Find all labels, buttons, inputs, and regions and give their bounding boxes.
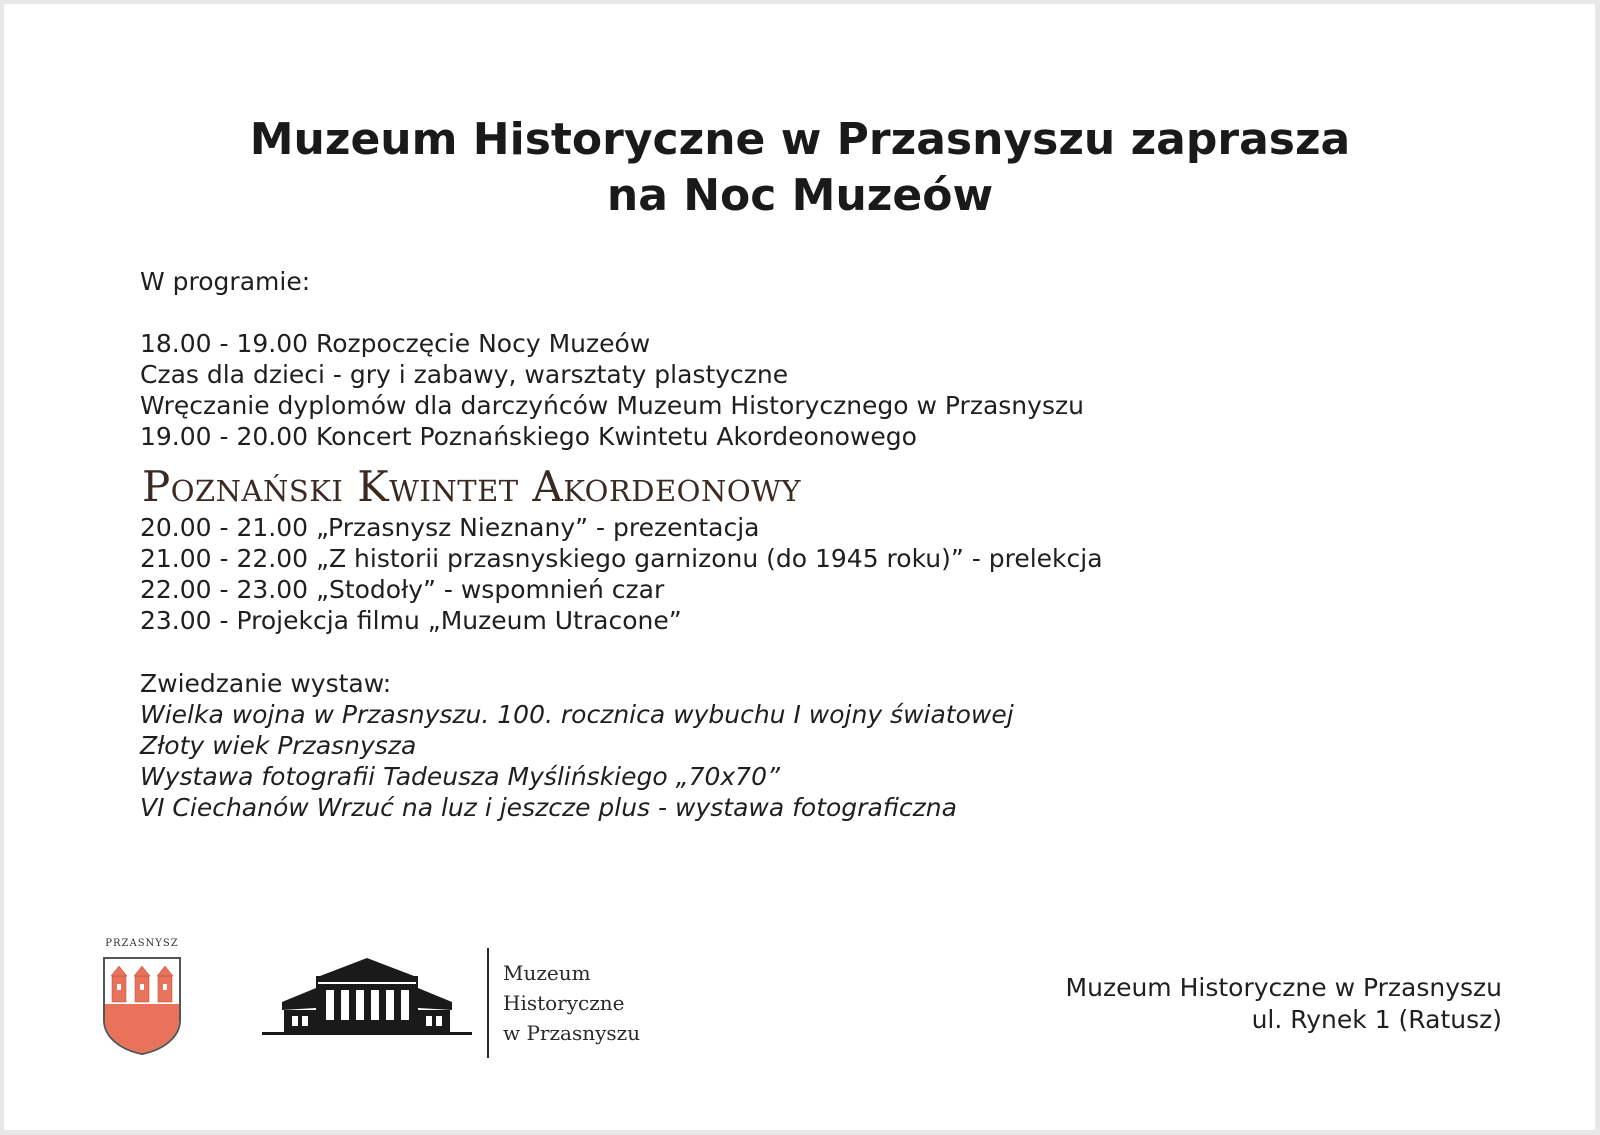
museum-logo-text: Muzeum Historyczne w Przasnyszu (503, 961, 641, 1045)
program-heading: W programie: (140, 267, 311, 296)
address-line-2: ul. Rynek 1 (Ratusz) (1251, 1005, 1502, 1034)
program-item: 19.00 - 20.00 Koncert Poznańskiego Kwintetu Akordeonowego (140, 422, 917, 451)
crest-caption: PRZASNYSZ (105, 938, 179, 949)
museum-building-icon (262, 958, 472, 1040)
exhibition-item: Złoty wiek Przasnysza (140, 731, 417, 760)
exhibitions-list (140, 699, 1014, 823)
program-item: Czas dla dzieci - gry i zabawy, warsztaty plastyczne (140, 360, 789, 389)
program-list-part2 (140, 512, 1103, 636)
title-line-1: Muzeum Historyczne w Przasnyszu zaprasza (249, 114, 1351, 165)
page-title (0, 112, 1600, 224)
city-crest-icon (96, 938, 188, 1056)
program-item: 21.00 - 22.00 „Z historii przasnyskiego garnizonu (do 1945 roku)” - prelekcja (140, 544, 1103, 573)
exhibition-item: Wielka wojna w Przasnyszu. 100. rocznica wybuchu I wojny światowej (140, 700, 1014, 729)
exhibition-item: VI Ciechanów Wrzuć na luz i jeszcze plus - wystawa fotograficzna (140, 793, 957, 822)
exhibitions-heading: Zwiedzanie wystaw: (140, 669, 392, 698)
program-list-part1 (140, 328, 1084, 452)
address-line-1: Muzeum Historyczne w Przasnyszu (1065, 973, 1502, 1002)
program-item: 23.00 - Projekcja filmu „Muzeum Utracone” (140, 606, 682, 635)
quintet-logo-text: Poznański Kwintet Akordeonowy (142, 462, 802, 511)
program-item: 22.00 - 23.00 „Stodoły” - wspomnień czar (140, 575, 665, 604)
title-line-2: na Noc Muzeów (606, 170, 994, 221)
program-item: 20.00 - 21.00 „Przasnysz Nieznany” - prezentacja (140, 513, 760, 542)
logo-divider (487, 948, 489, 1058)
program-item: Wręczanie dyplomów dla darczyńców Muzeum Historycznego w Przasnyszu (140, 391, 1084, 420)
program-item: 18.00 - 19.00 Rozpoczęcie Nocy Muzeów (140, 329, 651, 358)
exhibition-item: Wystawa fotografii Tadeusza Myślińskiego „70x70” (140, 762, 780, 791)
museum-address (1066, 972, 1502, 1036)
